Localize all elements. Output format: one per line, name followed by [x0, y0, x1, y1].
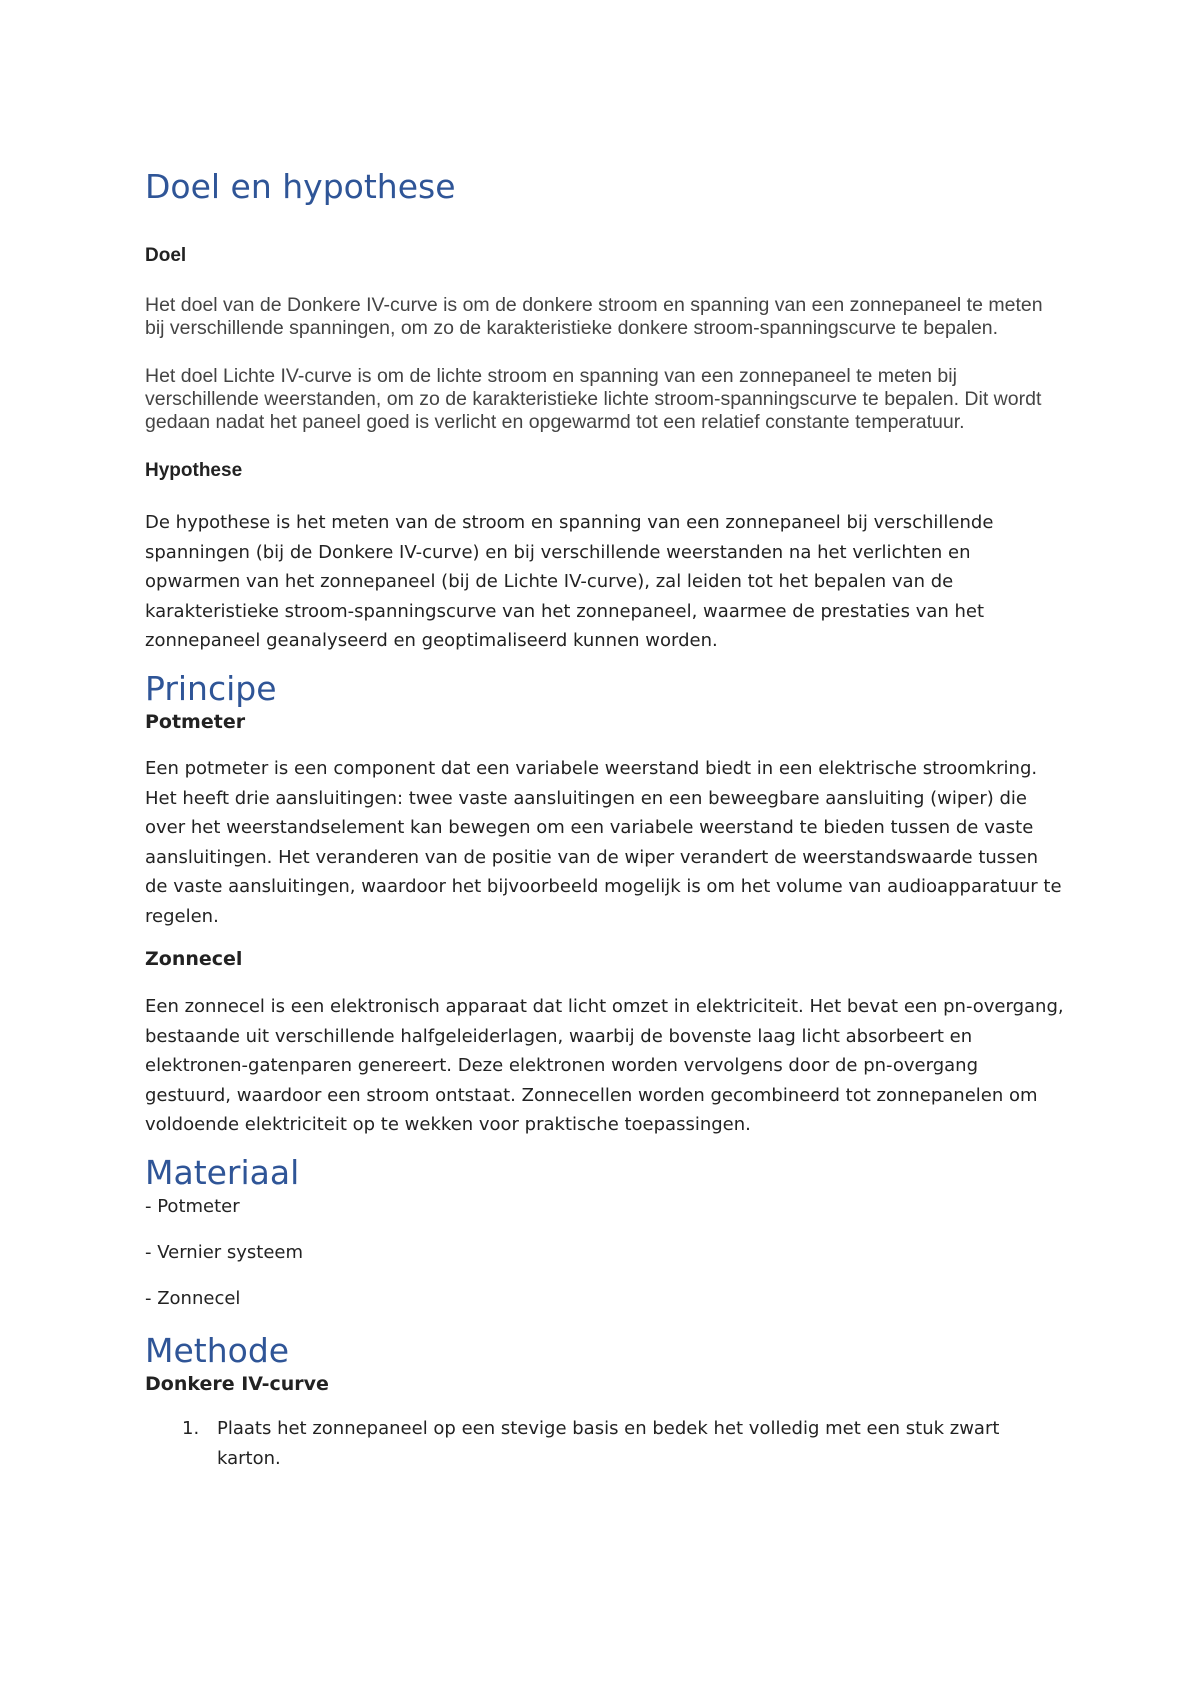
list-item: - Potmeter	[145, 1195, 240, 1217]
paragraph-doel-lichte: Het doel Lichte IV-curve is om de lichte stroom en spanning van een zonnepaneel te meten bij verschillende weerstanden, om zo de karakteristieke lichte stroom-spanningscurve te bepalen. Dit wordt gedaan nadat het paneel goed is verlicht en opgewarmd tot een relatief constante temperatuur.	[145, 364, 1042, 433]
heading-methode: Methode	[145, 1330, 290, 1370]
heading-principe: Principe	[145, 668, 277, 708]
subheading-donkere-iv-curve: Donkere IV-curve	[145, 1372, 329, 1395]
method-steps-list	[145, 1414, 1065, 1473]
paragraph-hypothese: De hypothese is het meten van de stroom en spanning van een zonnepaneel bij verschillende spanningen (bij de Donkere IV-curve) en bij verschillende weerstanden na het verlichten en opwarmen van het zonnepaneel (bij de Lichte IV-curve), zal leiden tot het bepalen van de karakteristieke stroom-spanningscurve van het zonnepaneel, waarmee de prestaties van het zonnepaneel geanalyseerd en geoptimaliseerd kunnen worden.	[145, 512, 994, 652]
paragraph-doel-donkere: Het doel van de Donkere IV-curve is om de donkere stroom en spanning van een zonnepaneel te meten bij verschillende spanningen, om zo de karakteristieke donkere stroom-spanningscurve te bepalen.	[145, 293, 1043, 339]
step-number: 1.	[182, 1418, 200, 1440]
step-text: Plaats het zonnepaneel op een stevige basis en bedek het volledig met een stuk zwart karton.	[217, 1418, 1000, 1469]
paragraph-potmeter: Een potmeter is een component dat een variabele weerstand biedt in een elektrische stroomkring. Het heeft drie aansluitingen: twee vaste aansluitingen en een beweegbare aansluiting (wiper) die over het weerstandselement kan bewegen om een variabele weerstand te bieden tussen de vaste aansluitingen. Het veranderen van de positie van de wiper verandert de weerstandswaarde tussen de vaste aansluitingen, waardoor het bijvoorbeeld mogelijk is om het volume van audioapparatuur te regelen.	[145, 758, 1062, 927]
paragraph-zonnecel: Een zonnecel is een elektronisch apparaat dat licht omzet in elektriciteit. Het bevat een pn-overgang, bestaande uit verschillende halfgeleiderlagen, waarbij de bovenste laag licht absorbeert en elektronen-gatenparen genereert. Deze elektronen worden vervolgens door de pn-overgang gestuurd, waardoor een stroom ontstaat. Zonnecellen worden gecombineerd tot zonnepanelen om voldoende elektriciteit op te wekken voor praktische toepassingen.	[145, 996, 1064, 1136]
list-item: - Vernier systeem	[145, 1241, 304, 1263]
list-item: - Zonnecel	[145, 1287, 241, 1309]
subheading-zonnecel: Zonnecel	[145, 948, 243, 971]
heading-doel-en-hypothese: Doel en hypothese	[145, 167, 456, 206]
list-item	[145, 1414, 1065, 1473]
heading-materiaal: Materiaal	[145, 1152, 300, 1192]
subheading-potmeter: Potmeter	[145, 710, 246, 733]
subheading-hypothese: Hypothese	[145, 459, 243, 481]
document-content	[145, 168, 1065, 1473]
subheading-doel: Doel	[145, 244, 187, 266]
